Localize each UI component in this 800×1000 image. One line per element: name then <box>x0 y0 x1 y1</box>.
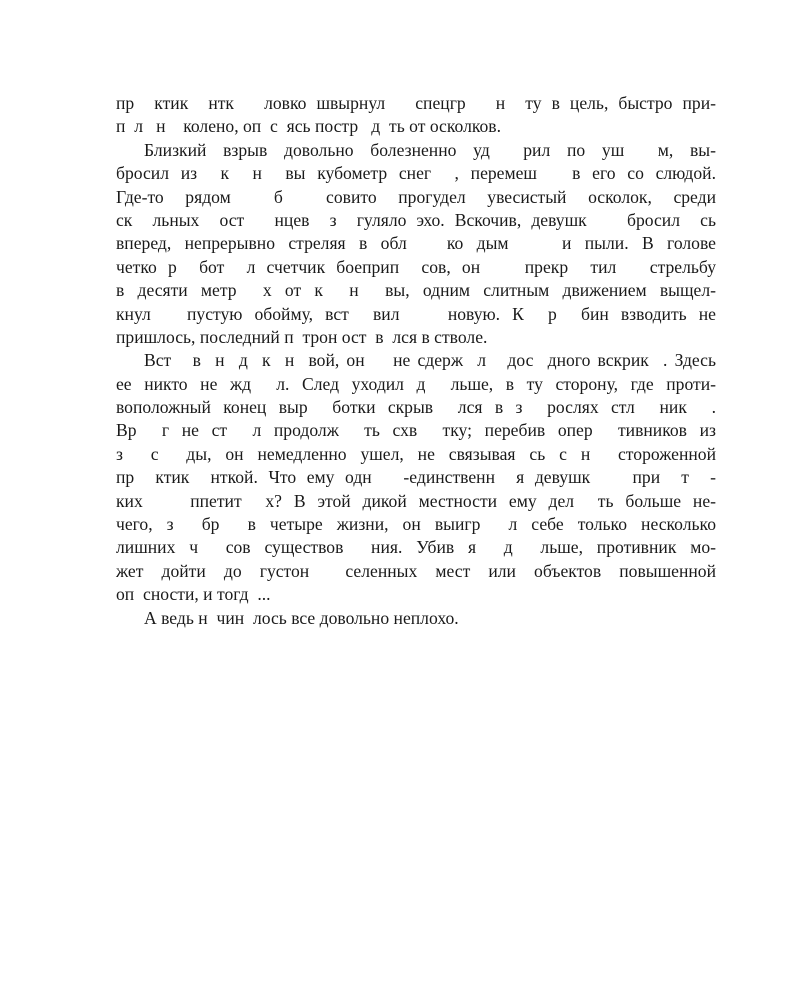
paragraph <box>116 349 716 606</box>
text-line: чего, з бр в четыре жизни, он выигр л себе только несколько <box>116 514 716 535</box>
text-line: п л н колено, оп с ясь постр д ть от осколков. <box>116 116 502 137</box>
paragraph <box>116 92 716 139</box>
text-line: кнул пустую обойму, вст вил новую. К р бин взводить не <box>116 303 716 324</box>
text-line: А ведь н чин лось все довольно неплохо. <box>144 607 459 628</box>
text-line: ких ппетит х? В этой дикой местности ему дел ть больше не- <box>116 490 716 511</box>
text-line: бросил из к н вы кубометр снег , перемеш в его со слюдой. <box>116 163 716 184</box>
text-line: ее никто не жд л. След уходил д льше, в ту сторону, где проти- <box>116 373 716 394</box>
text-line: пр ктик нткой. Что ему одн -единственн я девушк при т - <box>116 467 716 488</box>
text-line: пришлось, последний п трон ост в лся в стволе. <box>116 326 488 347</box>
text-line: жет дойти до густон селенных мест или объектов повышенной <box>116 560 716 581</box>
text-line: четко р бот л счетчик боеприп сов, он прекр тил стрельбу <box>116 256 716 277</box>
text-line: вперед, непрерывно стреляя в обл ко дым и пыли. В голове <box>116 233 716 254</box>
text-line: пр ктик нтк ловко швырнул спецгр н ту в цель, быстро при- <box>116 93 716 113</box>
document-body <box>116 92 716 630</box>
text-line: Где-то рядом б совито прогудел увесистый осколок, среди <box>116 186 716 207</box>
text-line: з с ды, он немедленно ушел, не связывая сь с н стороженной <box>116 443 716 464</box>
text-line: лишних ч сов существов ния. Убив я д льше, противник мо- <box>116 537 716 558</box>
text-line: ск льных ост нцев з гуляло эхо. Вскочив, девушк бросил сь <box>116 209 716 230</box>
text-line: Близкий взрыв довольно болезненно уд рил по уш м, вы- <box>144 139 716 160</box>
paragraph <box>116 607 716 630</box>
text-line: оп сности, и тогд ... <box>116 584 271 605</box>
paragraph <box>116 139 716 350</box>
text-line: в десяти метр х от к н вы, одним слитным движением выщел- <box>116 280 716 301</box>
text-line: Вст в н д к н вой, он не сдерж л дос дного вскрик . Здесь <box>144 350 716 371</box>
text-line: воположный конец выр ботки скрыв лся в з рослях стл ник . <box>116 397 716 418</box>
text-line: Вр г не ст л продолж ть схв тку; перебив опер тивников из <box>116 420 716 441</box>
